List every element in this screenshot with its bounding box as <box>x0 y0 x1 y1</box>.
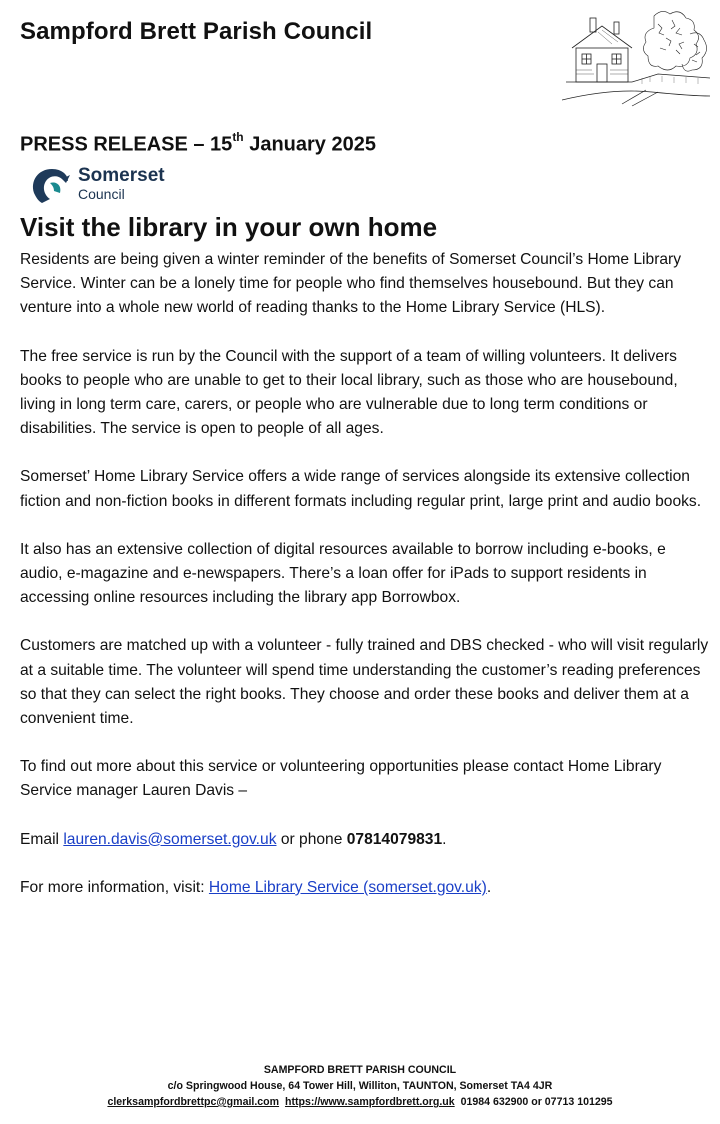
article-paragraph: To find out more about this service or volunteering opportunities please contact Home Library Service manager Lauren Davis – <box>20 758 662 800</box>
contact-line: Email lauren.davis@somerset.gov.uk or phone 07814079831. <box>20 830 447 848</box>
more-info-line: For more information, visit: Home Library Service (somerset.gov.uk). <box>20 878 492 896</box>
footer-website[interactable]: https://www.sampfordbrett.org.uk <box>284 1096 455 1108</box>
footer-contacts <box>0 1094 720 1110</box>
footer-council-name: SAMPFORD BRETT PARISH COUNCIL <box>263 1064 457 1076</box>
phone-number: 07814079831 <box>346 830 443 848</box>
footer-email[interactable]: clerksampfordbrettpc@gmail.com <box>107 1096 280 1108</box>
email-link[interactable]: lauren.davis@somerset.gov.uk <box>63 830 277 848</box>
article-paragraph: The free service is run by the Council with the support of a team of willing volunteers. It delivers books to people who are unable to get to their local library, such as those who are housebound, living in long term care, carers, or people who are vulnerable due to long term conditions or disabilities. The service is open to people of all ages. <box>20 347 678 438</box>
village-sketch-image <box>562 4 710 108</box>
article-paragraph: Somerset’ Home Library Service offers a wide range of services alongside its extensive collection fiction and non-fiction books in different formats including regular print, large print and audio books. <box>20 468 702 510</box>
somerset-wyvern-icon <box>28 163 74 207</box>
article-paragraph: It also has an extensive collection of digital resources available to borrow including e-books, e audio, e-magazine and e-newspapers. There’s a loan offer for iPads to support residents in accessing online resources including the library app Borrowbox. <box>20 540 666 607</box>
council-title: Sampford Brett Parish Council <box>20 18 373 45</box>
press-release-date: PRESS RELEASE – 15th January 2025 <box>20 130 376 156</box>
footer-address: c/o Springwood House, 64 Tower Hill, Williton, TAUNTON, Somerset TA4 4JR <box>167 1080 553 1092</box>
footer <box>0 1062 720 1110</box>
article-paragraph: Residents are being given a winter reminder of the benefits of Somerset Council’s Home Library Service. Winter can be a lonely time for people who find themselves housebound. But they can venture into a whole new world of reading thanks to the Home Library Service (HLS). <box>20 251 682 317</box>
footer-phones: 01984 632900 or 07713 101295 <box>460 1096 613 1108</box>
article-paragraph: Customers are matched up with a volunteer - fully trained and DBS checked - who will visit regularly at a suitable time. The volunteer will spend time understanding the customer’s reading preferences so that they can select the right books. They choose and order these books and deliver them at a convenient time. <box>20 637 709 728</box>
article-headline: Visit the library in your own home <box>20 212 438 242</box>
article-body <box>20 248 710 924</box>
home-library-service-link[interactable]: Home Library Service (somerset.gov.uk) <box>208 878 487 896</box>
logo-text-somerset: Somerset <box>78 165 165 186</box>
somerset-council-logo <box>28 163 165 207</box>
logo-text-council: Council <box>78 186 125 202</box>
